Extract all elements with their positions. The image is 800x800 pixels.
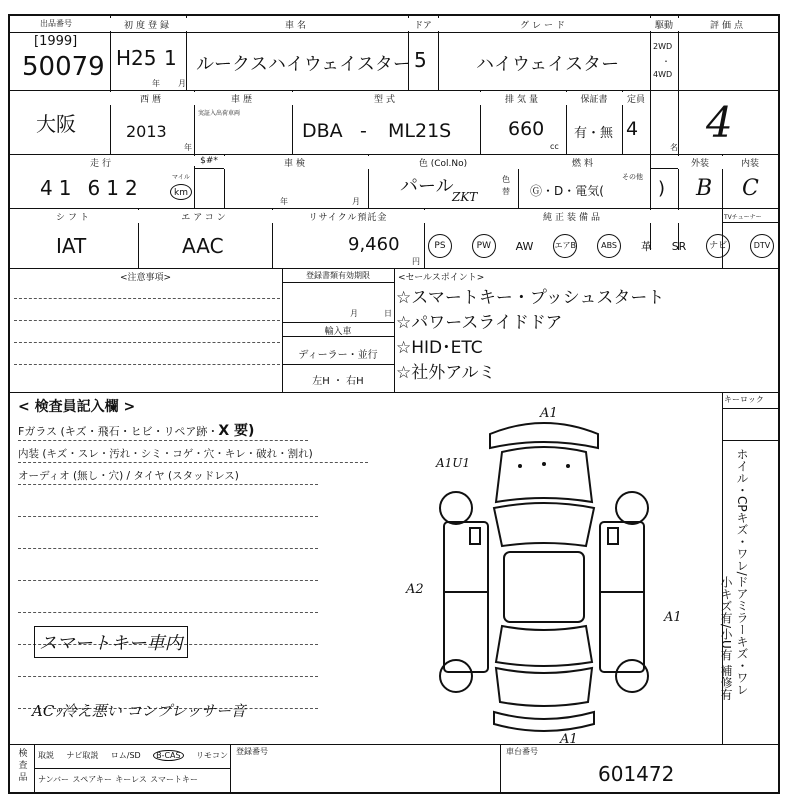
rule	[282, 322, 394, 323]
lot-number-sub: [1999]	[34, 34, 78, 49]
rule	[230, 744, 231, 792]
exterior-label: 外装	[678, 156, 722, 169]
year-label: 西暦	[110, 92, 194, 105]
rule	[282, 282, 394, 283]
warranty: 有・無	[574, 126, 614, 141]
model-code: ML21S	[388, 120, 452, 142]
equipment-sr: SR	[671, 239, 687, 253]
equipment-list	[428, 234, 774, 258]
lot-number: 50079	[22, 52, 105, 82]
mileage-digit: 2	[124, 176, 138, 200]
footer-item: B-CAS	[153, 750, 184, 761]
sales-points	[396, 286, 664, 386]
fuel-value: Ⓖ・D・電気(	[530, 184, 604, 198]
equipment-leather: 革	[640, 240, 652, 253]
footer-item: キーレス	[115, 775, 147, 784]
sales-point: ☆パワースライドドア	[396, 313, 563, 333]
mileage-unit-mile: マイル	[172, 174, 190, 181]
equipment-dtv: DTV	[750, 234, 774, 258]
inspect-label: 検査品	[18, 749, 28, 783]
equipment-ps: PS	[428, 234, 452, 258]
recycle-label: リサイクル預託金	[272, 210, 424, 223]
rule	[18, 676, 318, 677]
vertical-note-1: ホイル・CPキズ・ワレ/ドアミラーキズ・ワレ	[735, 448, 749, 696]
rule	[518, 168, 519, 208]
equipment-navi: ナビ	[706, 234, 730, 258]
lot-label: 出品番号	[40, 19, 72, 28]
sales-point: ☆社外アルミ	[396, 363, 496, 383]
caution-label: <注意事項>	[120, 273, 172, 283]
history-sub: 実証入出荷車両	[198, 110, 241, 117]
inspection-title: < 検査員記入欄 >	[18, 399, 136, 415]
reg-day: 日	[384, 309, 392, 318]
capacity-label: 定員	[622, 92, 650, 105]
fuel-label: 燃料	[518, 156, 650, 169]
door-label: ドア	[408, 18, 438, 31]
model-year-unit: 年	[184, 143, 192, 152]
car-name-label: 車名	[186, 18, 408, 31]
smart-key-note: スマートキー車内	[34, 626, 188, 658]
footer-item: スマートキー	[150, 775, 198, 784]
inspection-label: 車検	[224, 156, 368, 169]
shift: IAT	[56, 234, 87, 258]
rule	[14, 298, 280, 299]
chassis-label: 車台番号	[506, 747, 538, 756]
car-name: ルークスハイウェイスター	[196, 54, 411, 75]
rule	[18, 462, 368, 463]
equipment-aw: AW	[515, 239, 534, 253]
rule	[18, 516, 318, 517]
first-reg-era: H25	[116, 46, 157, 70]
mileage-digit: 4	[40, 176, 53, 200]
damage-mark-left: A2	[406, 582, 424, 597]
interior: C	[742, 176, 759, 201]
rule	[34, 744, 35, 792]
mileage-digit: 6	[87, 176, 101, 200]
rule	[110, 16, 111, 154]
inspection-line1	[18, 420, 254, 440]
history-label: 車歴	[194, 92, 292, 105]
rule	[18, 548, 318, 549]
first-reg-label: 初度登録	[110, 18, 186, 31]
score: 4	[706, 98, 733, 147]
grade: ハイウェイスター	[476, 54, 620, 75]
sales-point: ☆HID･ETC	[396, 338, 483, 358]
fglass-mark: X 要)	[218, 423, 255, 439]
mileage-digit: 1	[58, 176, 72, 200]
drive-label: 駆動	[650, 18, 678, 31]
fuel-close: )	[658, 178, 666, 199]
fuel-other: その他	[622, 173, 643, 181]
model-prefix: DBA	[302, 120, 343, 142]
shift-label: シフト	[10, 210, 138, 223]
auction-sheet	[8, 14, 780, 794]
handle-label: 左H ・ 右H	[312, 376, 364, 387]
capacity: 4	[626, 118, 639, 140]
rule	[18, 484, 318, 485]
month-unit: 月	[178, 79, 186, 88]
footer-item: ロム/SD	[110, 751, 141, 760]
mileage-unit-km: km	[170, 184, 192, 200]
rule	[394, 268, 395, 392]
doors: 5	[414, 48, 427, 72]
equipment-abs: ABS	[597, 234, 621, 258]
model-dash: -	[360, 120, 367, 142]
exterior: B	[696, 176, 713, 201]
sales-label: <セールスポイント>	[398, 273, 485, 283]
reg-doc-label: 登録書類有効期限	[306, 271, 370, 280]
rule	[722, 408, 778, 409]
rule	[18, 440, 308, 441]
rule	[14, 364, 280, 365]
color-label: 色 (Col.No)	[368, 156, 518, 169]
interior-label: 内装	[722, 156, 778, 169]
score-label: 評価点	[678, 18, 778, 31]
rule	[10, 32, 778, 33]
mileage-digit: 1	[106, 176, 119, 200]
rule	[10, 90, 778, 91]
fglass-text: Fガラス (キズ・飛石・ヒビ・リペア跡・	[18, 425, 219, 438]
model-label: 型式	[292, 92, 480, 105]
displacement: 660	[508, 118, 545, 140]
inspection-year-unit: 年	[280, 197, 288, 206]
rule	[34, 768, 230, 769]
rule	[14, 342, 280, 343]
footer-item: スペアキー	[72, 775, 112, 784]
recycle: 9,460	[348, 234, 400, 255]
rule	[18, 612, 318, 613]
capacity-unit: 名	[670, 143, 678, 152]
footer-items-row1	[38, 750, 228, 761]
damage-mark-bottom: A1	[560, 732, 578, 747]
dollar-label: $#*	[194, 156, 224, 166]
footer-item: ナンバー	[38, 775, 70, 784]
inspection-line2: 内装 (キズ・スレ・汚れ・シミ・コゲ・穴・キレ・破れ・割れ)	[18, 448, 313, 460]
cc-unit: cc	[550, 142, 559, 151]
footer-item: 取説	[38, 751, 54, 760]
damage-mark-right: A1	[664, 610, 682, 625]
dealer-label: ディーラー・並行	[298, 350, 378, 361]
ac-note: ACｯ冷え悪い コンプレッサー音	[32, 702, 246, 720]
reg-no-label: 登録番号	[236, 747, 268, 756]
equipment-airbag: エアB	[553, 234, 577, 258]
drive-2wd: 2WD	[653, 42, 673, 51]
rule	[14, 320, 280, 321]
recycle-unit: 円	[412, 257, 420, 266]
damage-mark-top-left: A1U1	[436, 456, 471, 470]
footer-items-row2	[38, 774, 198, 785]
rule	[722, 440, 778, 441]
equipment-label: 純正装備品	[424, 210, 722, 223]
damage-mark-top: A1	[540, 406, 558, 421]
rule	[500, 744, 501, 792]
import-label: 輸入車	[324, 327, 352, 337]
mileage-digits	[40, 176, 180, 200]
reg-month: 月	[350, 309, 358, 318]
drive-dot: ・	[662, 57, 670, 66]
footer-item: リモコン	[195, 751, 228, 760]
region: 大阪	[36, 112, 76, 136]
color: パール	[400, 176, 454, 197]
year-unit: 年	[152, 79, 160, 88]
mileage-label: 走行	[10, 156, 194, 169]
warranty-label: 保証書	[566, 92, 622, 105]
aircon: AAC	[182, 234, 224, 258]
color-code: ZKT	[452, 190, 478, 204]
first-reg-month: 1	[164, 46, 177, 70]
drive-4wd: 4WD	[653, 70, 673, 79]
rule	[282, 364, 394, 365]
rule	[282, 336, 394, 337]
chassis-number: 601472	[598, 762, 675, 786]
equipment-pw: PW	[472, 234, 496, 258]
model-year: 2013	[126, 122, 167, 141]
aircon-label: エアコン	[138, 210, 272, 223]
rule	[10, 744, 778, 745]
rule	[10, 208, 778, 209]
sales-point: ☆スマートキー・プッシュスタート	[396, 288, 665, 308]
rule	[10, 154, 778, 155]
color-change: 色替	[502, 175, 510, 196]
rule	[10, 392, 778, 393]
tv-tuner-label: TVチューナー	[724, 214, 762, 221]
rule	[18, 580, 318, 581]
inspection-month-unit: 月	[352, 197, 360, 206]
displacement-label: 排気量	[480, 92, 566, 105]
grade-label: グレード	[438, 18, 650, 31]
key-lock-label: キーロック	[724, 395, 764, 404]
inspection-line3: オーディオ (無し・穴) / タイヤ (スタッドレス)	[18, 470, 239, 482]
footer-item: ナビ取説	[66, 751, 99, 760]
vertical-note-2: 小キズ有/小U有 補修有	[719, 576, 733, 701]
